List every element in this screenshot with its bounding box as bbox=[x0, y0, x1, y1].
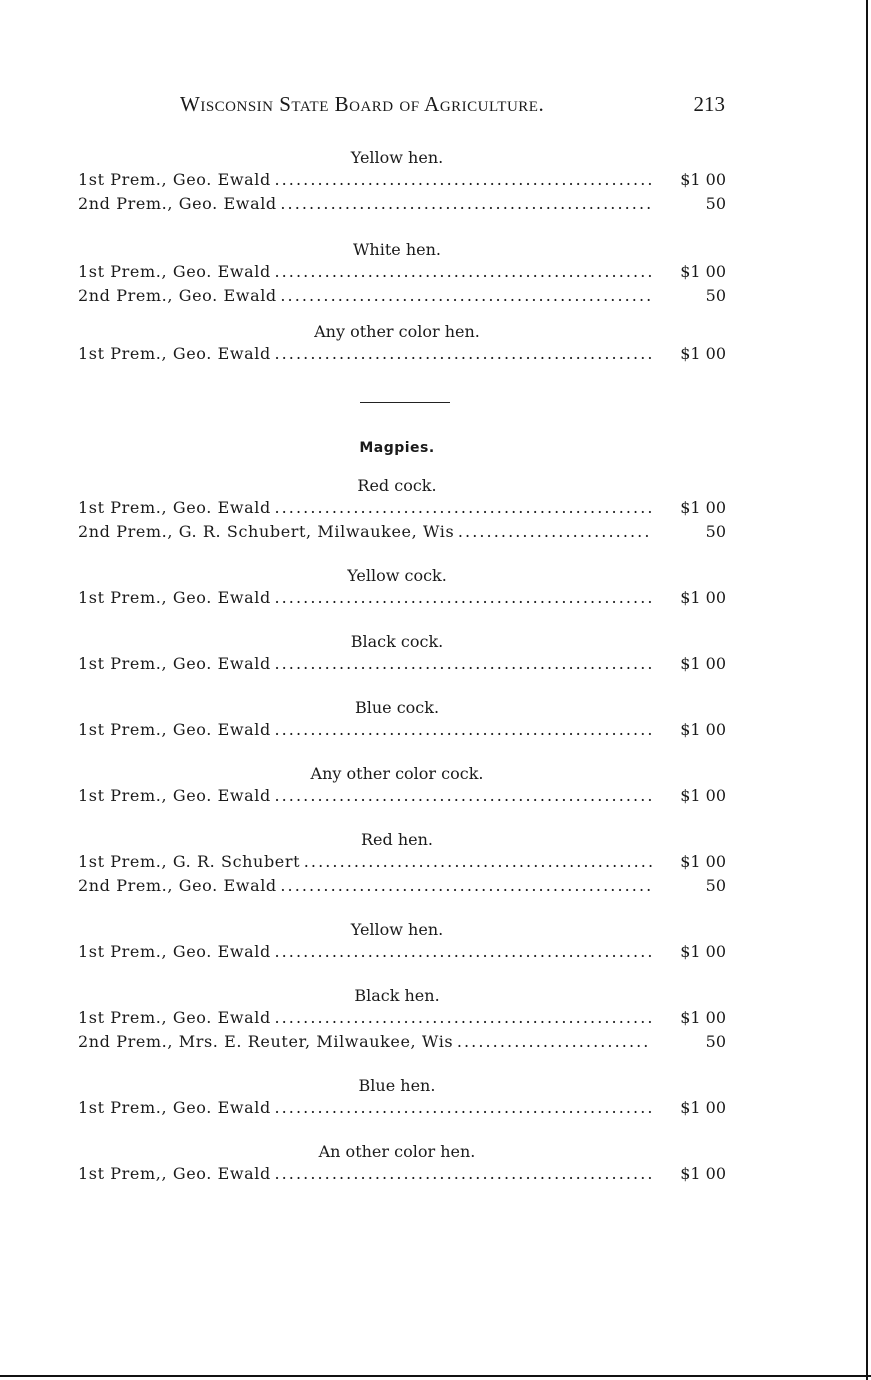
premium-entry: 1st Prem., Geo. Ewald . . . bbox=[78, 342, 652, 366]
premium-entry: 2nd Prem., G. R. Schubert, Milwaukee, Wis . . . bbox=[78, 520, 652, 544]
premium-row bbox=[78, 652, 726, 676]
page-edge-right bbox=[866, 0, 868, 1380]
section-continued bbox=[78, 148, 726, 366]
premium-entry: 1st Prem., Geo. Ewald . . . bbox=[78, 652, 652, 676]
class-heading: Yellow cock. bbox=[347, 566, 447, 585]
premium-entry: 1st Prem., Geo. Ewald . . . bbox=[78, 496, 652, 520]
class-heading: Red cock. bbox=[357, 476, 437, 495]
class-heading: Any other color cock. bbox=[310, 764, 484, 783]
premium-row bbox=[78, 784, 726, 808]
premium-amount: 50 bbox=[705, 286, 726, 305]
premium-amount: $1 00 bbox=[680, 654, 726, 673]
premium-entry: 1st Prem., G. R. Schubert . . . bbox=[78, 850, 652, 874]
class-group bbox=[78, 698, 726, 742]
premium-entry: 2nd Prem., Geo. Ewald . . . bbox=[78, 192, 652, 216]
premium-entry: 1st Prem., Geo. Ewald . . . bbox=[78, 586, 652, 610]
premium-row bbox=[78, 1006, 726, 1030]
premium-entry: 1st Prem., Geo. Ewald . . . bbox=[78, 1096, 652, 1120]
premium-entry: 1st Prem., Geo. Ewald . . . bbox=[78, 784, 652, 808]
premium-amount: $1 00 bbox=[680, 852, 726, 871]
premium-row bbox=[78, 874, 726, 898]
class-heading: Black hen. bbox=[354, 986, 440, 1005]
premium-amount: $1 00 bbox=[680, 498, 726, 517]
page-number: 213 bbox=[693, 92, 725, 116]
class-group bbox=[78, 148, 726, 216]
class-heading: Black cock. bbox=[350, 632, 444, 651]
class-heading: Yellow hen. bbox=[350, 148, 444, 167]
class-group bbox=[78, 764, 726, 808]
class-heading: Blue cock. bbox=[354, 698, 440, 717]
premium-amount: $1 00 bbox=[680, 786, 726, 805]
premium-list bbox=[78, 148, 726, 1186]
premium-row bbox=[78, 1030, 726, 1054]
class-heading: Yellow hen. bbox=[350, 920, 444, 939]
premium-amount: 50 bbox=[705, 1032, 726, 1051]
class-heading: Any other color hen. bbox=[314, 322, 480, 341]
premium-row bbox=[78, 850, 726, 874]
class-group bbox=[78, 566, 726, 610]
premium-amount: 50 bbox=[705, 194, 726, 213]
running-title: Wisconsin State Board of Agriculture. bbox=[180, 92, 545, 116]
premium-row bbox=[78, 342, 726, 366]
class-group bbox=[78, 1142, 726, 1186]
premium-row bbox=[78, 260, 726, 284]
premium-entry: 1st Prem., Geo. Ewald . . . bbox=[78, 168, 652, 192]
premium-amount: $1 00 bbox=[680, 720, 726, 739]
class-heading: An other color hen. bbox=[318, 1142, 476, 1161]
premium-row bbox=[78, 940, 726, 964]
premium-row bbox=[78, 520, 726, 544]
class-group bbox=[78, 830, 726, 898]
premium-row bbox=[78, 718, 726, 742]
premium-amount: $1 00 bbox=[680, 588, 726, 607]
premium-entry: 2nd Prem., Geo. Ewald . . . bbox=[78, 874, 652, 898]
premium-row bbox=[78, 1162, 726, 1186]
premium-amount: $1 00 bbox=[680, 942, 726, 961]
premium-amount: $1 00 bbox=[680, 1164, 726, 1183]
class-heading: White hen. bbox=[352, 240, 441, 259]
class-heading: Blue hen. bbox=[358, 1076, 436, 1095]
premium-entry: 1st Prem., Geo. Ewald . . . bbox=[78, 1006, 652, 1030]
premium-row bbox=[78, 586, 726, 610]
premium-row bbox=[78, 284, 726, 308]
class-group bbox=[78, 476, 726, 544]
page-edge-bottom bbox=[0, 1375, 871, 1377]
premium-amount: $1 00 bbox=[680, 170, 726, 189]
page-header bbox=[180, 92, 725, 122]
premium-row bbox=[78, 496, 726, 520]
premium-amount: $1 00 bbox=[680, 344, 726, 363]
premium-row bbox=[78, 1096, 726, 1120]
class-group bbox=[78, 240, 726, 308]
premium-entry: 1st Prem., Geo. Ewald . . . bbox=[78, 940, 652, 964]
premium-amount: $1 00 bbox=[680, 262, 726, 281]
premium-entry: 1st Prem., Geo. Ewald . . . bbox=[78, 260, 652, 284]
class-heading: Red hen. bbox=[360, 830, 433, 849]
premium-entry: 2nd Prem., Mrs. E. Reuter, Milwaukee, Wis . . . bbox=[78, 1030, 652, 1054]
premium-amount: $1 00 bbox=[680, 1008, 726, 1027]
premium-amount: 50 bbox=[705, 522, 726, 541]
section-divider bbox=[78, 388, 726, 402]
class-group bbox=[78, 1076, 726, 1120]
class-group bbox=[78, 632, 726, 676]
class-group bbox=[78, 322, 726, 366]
section-title: Magpies. bbox=[359, 440, 435, 456]
premium-entry: 2nd Prem., Geo. Ewald . . . bbox=[78, 284, 652, 308]
premium-amount: 50 bbox=[705, 876, 726, 895]
divider-rule bbox=[360, 402, 450, 403]
class-group bbox=[78, 986, 726, 1054]
section-magpies bbox=[78, 438, 726, 1186]
class-group bbox=[78, 920, 726, 964]
premium-amount: $1 00 bbox=[680, 1098, 726, 1117]
premium-entry: 1st Prem,, Geo. Ewald . . . bbox=[78, 1162, 652, 1186]
premium-entry: 1st Prem., Geo. Ewald . . . bbox=[78, 718, 652, 742]
premium-row bbox=[78, 192, 726, 216]
premium-row bbox=[78, 168, 726, 192]
